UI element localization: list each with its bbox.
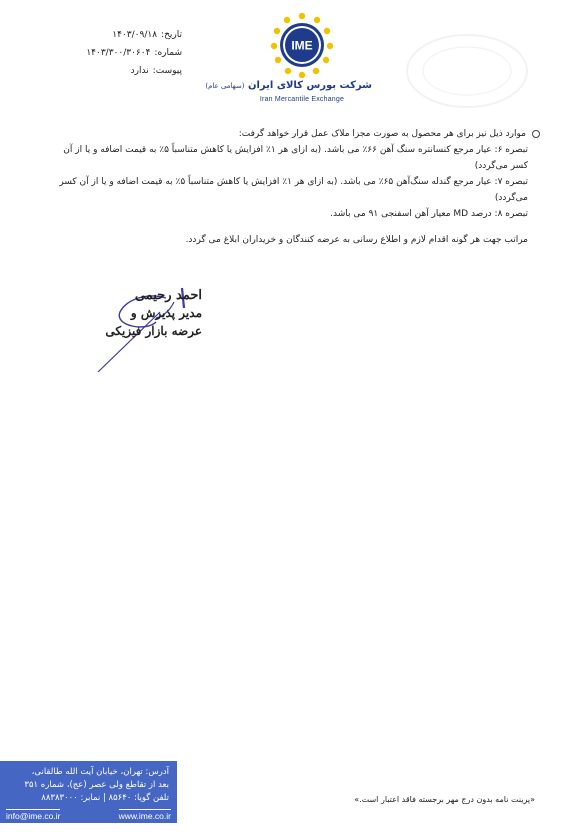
- intro-text: موارد ذیل نیز برای هر محصول به صورت مجزا ملاک عمل قرار خواهد گرفت:: [238, 129, 526, 139]
- company-type: (سهامی عام): [205, 82, 245, 90]
- signatory-name: احمد رحیمی: [134, 288, 202, 303]
- company-name-en: Iran Mercantile Exchange: [259, 96, 345, 103]
- attachment-label: پیوست:: [152, 66, 182, 76]
- letter-meta: [50, 26, 182, 80]
- date-row: [50, 26, 182, 44]
- company-name-fa: [205, 80, 372, 91]
- signatory-title-2: عرضه بازار فیزیکی: [105, 324, 202, 338]
- attachment-value: ندارد: [130, 66, 149, 76]
- footer-address-2: بعد از تقاطع ولی عصر (عج)، شماره ۳۵۱: [24, 780, 169, 790]
- company-name: شرکت بورس کالای ایران: [247, 80, 372, 91]
- footer-website-link[interactable]: www.ime.co.ir: [118, 810, 171, 821]
- ime-logo: [205, 12, 372, 110]
- letter-body: [52, 126, 540, 248]
- clause-6: تبصره ۶: عیار مرجع کنسانتره سنگ آهن ۶۶٪ می باشد. (به ازای هر ۱٪ افزایش یا کاهش متناسباً ۵٪ به قیمت اضافه و یا از آن کسر می‌گردد): [63, 145, 528, 171]
- date-value: ۱۴۰۳/۰۹/۱۸: [112, 30, 158, 40]
- number-label: شماره:: [154, 48, 182, 58]
- closing-paragraph: مراتب جهت هر گونه اقدام لازم و اطلاع رسانی به عرضه کنندگان و خریداران ابلاغ می گردد.: [185, 235, 528, 245]
- number-value: ۱۴۰۳/۳۰۰/۳۰۶۰۴: [86, 48, 151, 58]
- signatory-title-1: مدیر پذیرش و: [130, 306, 202, 320]
- signature-block: [86, 282, 216, 382]
- date-label: تاریخ:: [161, 30, 182, 40]
- logo-mark-text: IME: [291, 38, 313, 53]
- attachment-row: [50, 62, 182, 80]
- footer-email-link[interactable]: info@ime.co.ir: [6, 810, 61, 821]
- ime-logo-icon: [260, 12, 344, 78]
- clause-8: تبصره ۸: درصد MD معیار آهن اسفنجی ۹۱ می باشد.: [330, 209, 528, 219]
- clause-7: تبصره ۷: عیار مرجع گندله سنگ‌آهن ۶۵٪ می باشد. (به ازای هر ۱٪ افزایش یا کاهش متناسباً ۵٪ به قیمت اضافه و یا از آن کسر می‌گردد): [59, 177, 528, 203]
- footer-address-1: آدرس: تهران، خیابان آیت الله طالقانی،: [31, 767, 169, 777]
- footer-validity-note: «پرینت نامه بدون درج مهر برجسته فاقد اعتبار است.»: [354, 795, 535, 804]
- number-row: [50, 44, 182, 62]
- footer-phone: تلفن گویا: ۸۵۶۴۰ | نمابر: ۸۸۳۸۳۰۰۰: [41, 793, 169, 803]
- footer-links: [0, 806, 177, 823]
- intro-paragraph: [52, 126, 540, 142]
- watermark-emblem-icon: [392, 26, 542, 116]
- bullet-circle-icon: [532, 130, 540, 138]
